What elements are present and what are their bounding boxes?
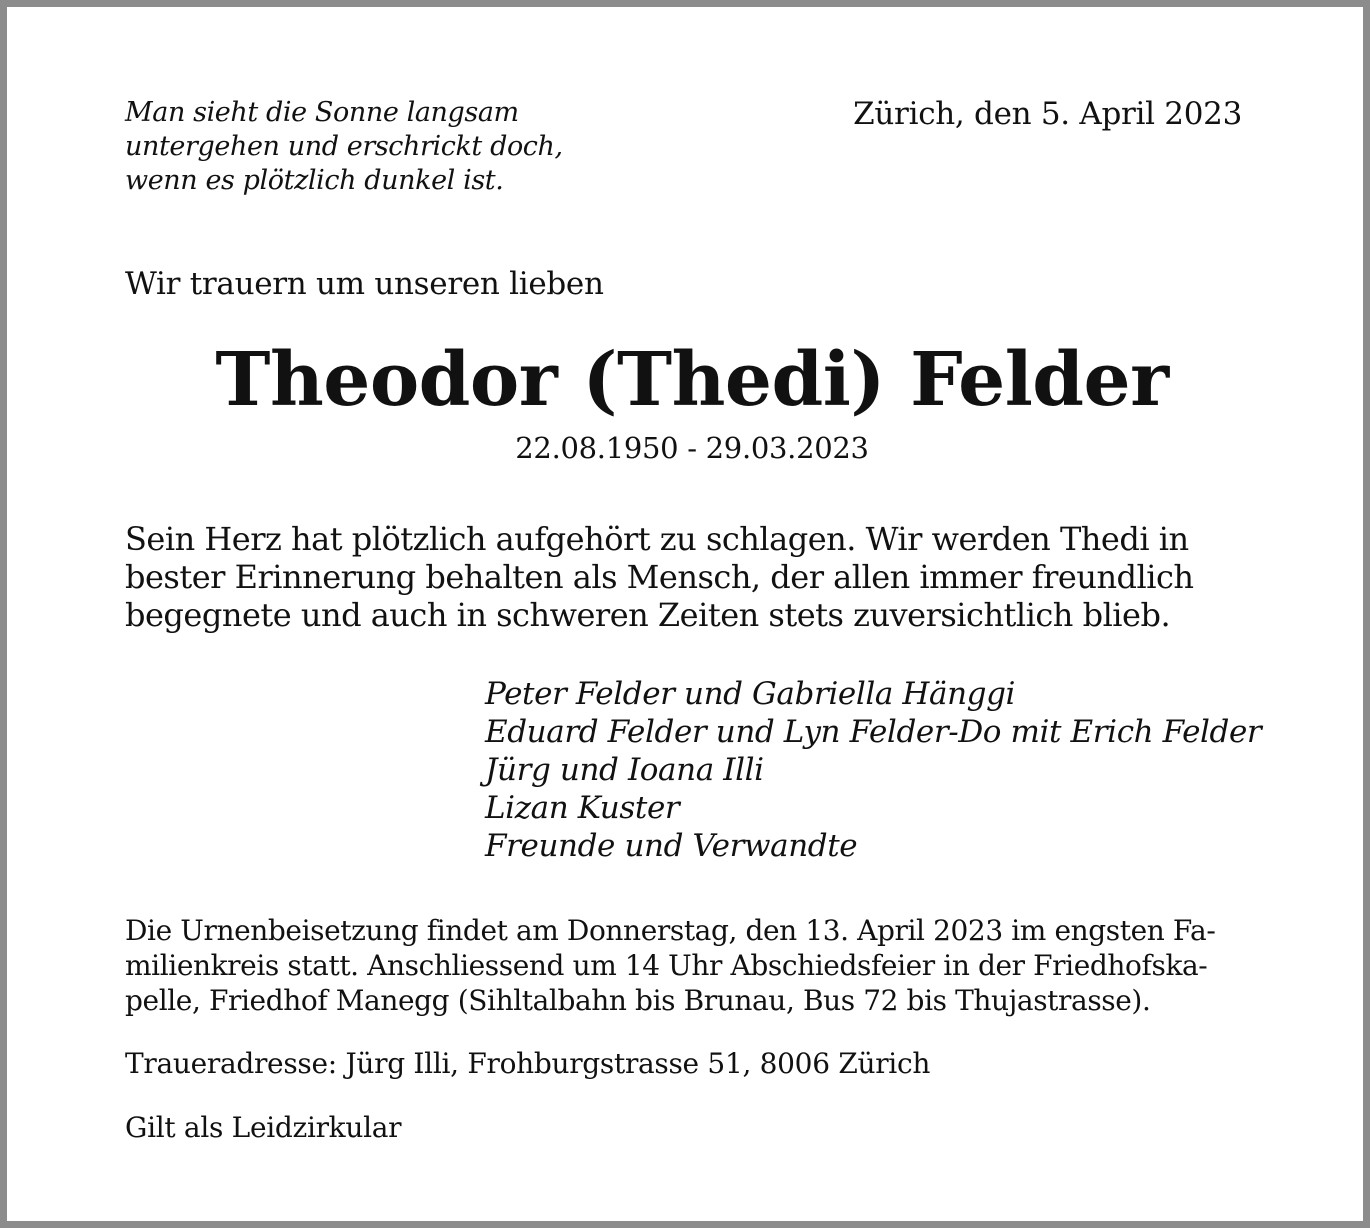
mourner-entry: Eduard Felder und Lyn Felder-Do mit Erich Felder	[485, 714, 1262, 750]
mourner-entry: Lizan Kuster	[485, 790, 680, 826]
tribute-line: begegnete und auch in schweren Zeiten stets zuversichtlich blieb.	[125, 596, 1171, 634]
tribute-line: Sein Herz hat plötzlich aufgehört zu schlagen. Wir werden Thedi in	[125, 520, 1189, 558]
ceremony-line: milienkreis statt. Anschliessend um 14 Uhr Abschiedsfeier in der Friedhofska-	[125, 949, 1208, 982]
mourners-list	[485, 675, 1261, 865]
life-dates: 22.08.1950 - 29.03.2023	[515, 431, 869, 465]
tribute-line: bester Erinnerung behalten als Mensch, der allen immer freundlich	[125, 558, 1194, 596]
ceremony-line: pelle, Friedhof Manegg (Sihltalbahn bis Brunau, Bus 72 bis Thujastrasse).	[125, 984, 1151, 1017]
motto-line: untergehen und erschrickt doch,	[125, 131, 563, 162]
ceremony-line: Die Urnenbeisetzung findet am Donnerstag, den 13. April 2023 im engsten Fa-	[125, 914, 1216, 947]
motto-line: Man sieht die Sonne langsam	[125, 97, 519, 128]
mourner-entry: Freunde und Verwandte	[485, 828, 858, 864]
mourner-entry: Peter Felder und Gabriella Hänggi	[485, 676, 1016, 712]
circular-notice: Gilt als Leidzirkular	[125, 1111, 402, 1144]
intro-text: Wir trauern um unseren lieben	[125, 266, 604, 302]
place-and-date: Zürich, den 5. April 2023	[853, 96, 1242, 132]
ceremony-info	[125, 913, 1259, 1018]
deceased-name: Theodor (Thedi) Felder	[215, 337, 1169, 423]
motto-line: wenn es plötzlich dunkel ist.	[125, 165, 504, 196]
motto-quote	[125, 96, 563, 198]
mourning-address: Traueradresse: Jürg Illi, Frohburgstrasse 51, 8006 Zürich	[125, 1047, 931, 1080]
tribute-paragraph	[125, 520, 1259, 634]
mourner-entry: Jürg und Ioana Illi	[485, 752, 764, 788]
